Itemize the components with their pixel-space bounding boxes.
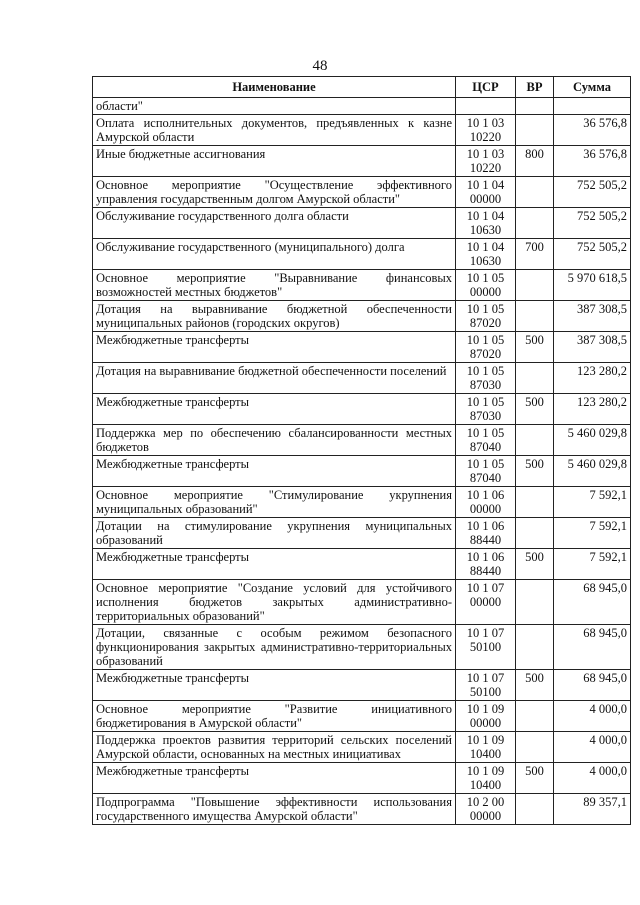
cell-sum: 36 576,8 — [554, 115, 631, 146]
table-row — [93, 456, 631, 487]
cell-name: области" — [93, 98, 456, 115]
header-name: Наименование — [93, 77, 456, 98]
cell-sum: 36 576,8 — [554, 146, 631, 177]
table-body — [93, 98, 631, 825]
cell-name: Межбюджетные трансферты — [93, 332, 456, 363]
cell-csr: 10 1 06 88440 — [456, 549, 516, 580]
table-row — [93, 208, 631, 239]
cell-vr: 500 — [516, 763, 554, 794]
budget-table — [92, 76, 631, 825]
cell-sum: 752 505,2 — [554, 208, 631, 239]
cell-sum — [554, 98, 631, 115]
cell-name: Дотация на выравнивание бюджетной обеспеченности поселений — [93, 363, 456, 394]
table-row — [93, 177, 631, 208]
table-row — [93, 146, 631, 177]
cell-csr — [456, 98, 516, 115]
cell-csr: 10 1 05 00000 — [456, 270, 516, 301]
cell-name: Межбюджетные трансферты — [93, 763, 456, 794]
cell-name: Основное мероприятие "Развитие инициативного бюджетирования в Амурской области" — [93, 701, 456, 732]
cell-csr: 10 1 05 87040 — [456, 456, 516, 487]
table-row — [93, 580, 631, 625]
cell-vr — [516, 425, 554, 456]
cell-vr — [516, 363, 554, 394]
cell-sum: 5 460 029,8 — [554, 456, 631, 487]
cell-vr: 500 — [516, 670, 554, 701]
table-row — [93, 549, 631, 580]
cell-sum: 4 000,0 — [554, 732, 631, 763]
cell-vr — [516, 115, 554, 146]
cell-sum: 68 945,0 — [554, 580, 631, 625]
cell-vr — [516, 270, 554, 301]
cell-vr — [516, 301, 554, 332]
cell-csr: 10 1 03 10220 — [456, 115, 516, 146]
table-row — [93, 363, 631, 394]
table-row — [93, 670, 631, 701]
cell-csr: 10 1 05 87030 — [456, 394, 516, 425]
table-row — [93, 732, 631, 763]
cell-name: Основное мероприятие "Выравнивание финансовых возможностей местных бюджетов" — [93, 270, 456, 301]
cell-vr — [516, 580, 554, 625]
cell-sum: 4 000,0 — [554, 763, 631, 794]
cell-sum: 68 945,0 — [554, 670, 631, 701]
cell-csr: 10 1 07 50100 — [456, 670, 516, 701]
cell-csr: 10 1 05 87030 — [456, 363, 516, 394]
cell-sum: 387 308,5 — [554, 332, 631, 363]
cell-name: Подпрограмма "Повышение эффективности использования государственного имущества Амурской области" — [93, 794, 456, 825]
table-row — [93, 115, 631, 146]
cell-sum: 5 460 029,8 — [554, 425, 631, 456]
cell-csr: 10 1 04 10630 — [456, 239, 516, 270]
cell-vr: 700 — [516, 239, 554, 270]
table-row — [93, 487, 631, 518]
cell-csr: 10 1 09 00000 — [456, 701, 516, 732]
cell-sum: 752 505,2 — [554, 239, 631, 270]
cell-csr: 10 1 07 50100 — [456, 625, 516, 670]
cell-name: Основное мероприятие "Стимулирование укрупнения муниципальных образований" — [93, 487, 456, 518]
cell-csr: 10 1 05 87020 — [456, 332, 516, 363]
cell-name: Межбюджетные трансферты — [93, 670, 456, 701]
cell-vr — [516, 794, 554, 825]
cell-name: Основное мероприятие "Осуществление эффективного управления государственным долгом Амурской области" — [93, 177, 456, 208]
table-row — [93, 332, 631, 363]
cell-csr: 10 2 00 00000 — [456, 794, 516, 825]
table-row — [93, 301, 631, 332]
cell-csr: 10 1 04 00000 — [456, 177, 516, 208]
table-row — [93, 98, 631, 115]
cell-name: Обслуживание государственного долга области — [93, 208, 456, 239]
cell-name: Дотации на стимулирование укрупнения муниципальных образований — [93, 518, 456, 549]
cell-csr: 10 1 09 10400 — [456, 732, 516, 763]
header-csr: ЦСР — [456, 77, 516, 98]
header-vr: ВР — [516, 77, 554, 98]
table-row — [93, 625, 631, 670]
cell-sum: 123 280,2 — [554, 363, 631, 394]
cell-name: Иные бюджетные ассигнования — [93, 146, 456, 177]
cell-sum: 4 000,0 — [554, 701, 631, 732]
cell-name: Дотации, связанные с особым режимом безопасного функционирования закрытых административно-территориальных образований — [93, 625, 456, 670]
cell-csr: 10 1 07 00000 — [456, 580, 516, 625]
cell-vr — [516, 701, 554, 732]
cell-sum: 89 357,1 — [554, 794, 631, 825]
cell-vr: 800 — [516, 146, 554, 177]
cell-sum: 7 592,1 — [554, 518, 631, 549]
cell-vr — [516, 208, 554, 239]
cell-vr — [516, 487, 554, 518]
cell-sum: 387 308,5 — [554, 301, 631, 332]
cell-csr: 10 1 06 88440 — [456, 518, 516, 549]
cell-csr: 10 1 05 87040 — [456, 425, 516, 456]
cell-sum: 5 970 618,5 — [554, 270, 631, 301]
cell-name: Основное мероприятие "Создание условий для устойчивого исполнения бюджетов закрытых административно-территориальных образований" — [93, 580, 456, 625]
cell-name: Поддержка мер по обеспечению сбалансированности местных бюджетов — [93, 425, 456, 456]
cell-vr: 500 — [516, 549, 554, 580]
cell-csr: 10 1 09 10400 — [456, 763, 516, 794]
cell-csr: 10 1 06 00000 — [456, 487, 516, 518]
page-number: 48 — [312, 58, 328, 74]
table-row — [93, 763, 631, 794]
header-sum: Сумма — [554, 77, 631, 98]
cell-name: Обслуживание государственного (муниципального) долга — [93, 239, 456, 270]
cell-vr — [516, 177, 554, 208]
cell-name: Поддержка проектов развития территорий сельских поселений Амурской области, основанных на местных инициативах — [93, 732, 456, 763]
cell-vr — [516, 732, 554, 763]
cell-name: Межбюджетные трансферты — [93, 456, 456, 487]
table-row — [93, 794, 631, 825]
table-header-row — [93, 77, 631, 98]
cell-vr: 500 — [516, 394, 554, 425]
table-row — [93, 270, 631, 301]
table-row — [93, 394, 631, 425]
cell-vr: 500 — [516, 456, 554, 487]
cell-sum: 7 592,1 — [554, 549, 631, 580]
cell-vr — [516, 98, 554, 115]
table-row — [93, 239, 631, 270]
cell-name: Межбюджетные трансферты — [93, 549, 456, 580]
table-row — [93, 425, 631, 456]
table-row — [93, 518, 631, 549]
cell-sum: 7 592,1 — [554, 487, 631, 518]
cell-csr: 10 1 03 10220 — [456, 146, 516, 177]
cell-vr — [516, 518, 554, 549]
cell-name: Межбюджетные трансферты — [93, 394, 456, 425]
table-row — [93, 701, 631, 732]
cell-csr: 10 1 04 10630 — [456, 208, 516, 239]
cell-name: Дотация на выравнивание бюджетной обеспеченности муниципальных районов (городских округов) — [93, 301, 456, 332]
cell-sum: 752 505,2 — [554, 177, 631, 208]
cell-csr: 10 1 05 87020 — [456, 301, 516, 332]
cell-name: Оплата исполнительных документов, предъявленных к казне Амурской области — [93, 115, 456, 146]
cell-sum: 123 280,2 — [554, 394, 631, 425]
cell-vr: 500 — [516, 332, 554, 363]
cell-vr — [516, 625, 554, 670]
cell-sum: 68 945,0 — [554, 625, 631, 670]
